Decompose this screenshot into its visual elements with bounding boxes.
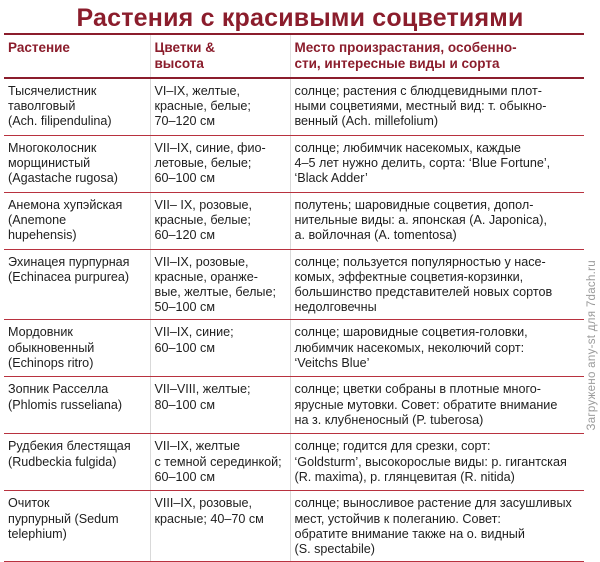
place-cell: полутень; шаровидные соцветия, допол- нительные виды: а. японская (A. Japonica), а. войлочная (A. tomentosa)	[290, 192, 584, 249]
plant-name: Очиток пурпурный (Sedum telephium)	[8, 496, 119, 541]
flowers-cell: VII–IX, желтые с темной серединкой; 60–100 см	[150, 434, 290, 491]
place-cell: солнце; любимчик насекомых, каждые 4–5 лет нужно делить, сорта: ‘Blue Fortune’, ‘Black Adder’	[290, 135, 584, 192]
plant-latin: (Agastache rugosa)	[8, 170, 118, 185]
flowers-cell: VII–IX, синие; 60–100 см	[150, 320, 290, 377]
plant-cell	[4, 377, 150, 434]
flowers-cell: VII–VIII, желтые; 80–100 см	[150, 377, 290, 434]
plant-latin: (Echinacea purpurea)	[8, 269, 130, 284]
table-row	[4, 135, 584, 192]
plant-latin: (Phlomis russeliana)	[8, 397, 123, 412]
header-place: Место произрастания, особенно- сти, интересные виды и сорта	[290, 34, 584, 78]
place-cell: солнце; пользуется популярностью у насе- комых, эффектные соцветия-корзинки, большинство представителей новых сортов недолговечны	[290, 249, 584, 320]
plant-name: Многоколосник морщинистый	[8, 140, 97, 170]
table-row	[4, 78, 584, 135]
plant-name: Эхинацея пурпурная	[8, 254, 130, 269]
table-row	[4, 249, 584, 320]
plant-latin: (Rudbeckia fulgida)	[8, 454, 117, 469]
table-row	[4, 377, 584, 434]
place-cell: солнце; растения с блюдцевидными плот- ными соцветиями, местный вид: т. обыкно- венный (Ach. millefolium)	[290, 78, 584, 135]
plant-cell	[4, 135, 150, 192]
place-cell: солнце; годится для срезки, сорт: ‘Goldsturm’, высокорослые виды: р. гигантская (R. maxima), р. глянцевитая (R. nitida)	[290, 434, 584, 491]
page-title: Растения с красивыми соцветиями	[76, 4, 524, 32]
plant-cell	[4, 78, 150, 135]
place-cell: солнце; шаровидные соцветия-головки, любимчик насекомых, неколючий сорт: ‘Veitchs Blue’	[290, 320, 584, 377]
place-cell: солнце; выносливое растение для засушливых мест, устойчив к полеганию. Совет: обратите внимание также на о. видный (S. spectabile)	[290, 491, 584, 562]
plant-name: Анемона хупэйская	[8, 197, 123, 212]
table-header-row	[4, 34, 584, 78]
plants-table	[4, 33, 584, 562]
table-row	[4, 192, 584, 249]
plant-latin: (Anemone hupehensis)	[8, 212, 77, 242]
flowers-cell: VII–IX, синие, фио- летовые, белые; 60–100 см	[150, 135, 290, 192]
header-plant: Растение	[4, 34, 150, 78]
flowers-cell: VII– IX, розовые, красные, белые; 60–120 см	[150, 192, 290, 249]
plant-cell	[4, 192, 150, 249]
table-row	[4, 320, 584, 377]
watermark: Загружено any-st для 7dach.ru	[586, 260, 598, 431]
table-row	[4, 434, 584, 491]
plant-name: Зопник Расселла	[8, 382, 109, 397]
plant-cell	[4, 434, 150, 491]
flowers-cell: VII–IX, розовые, красные, оранже- вые, желтые, белые; 50–100 см	[150, 249, 290, 320]
plant-latin: (Echinops ritro)	[8, 355, 94, 370]
plant-name: Мордовник обыкновенный	[8, 325, 95, 355]
plant-cell	[4, 491, 150, 562]
table-row	[4, 491, 584, 562]
plant-latin: (Ach. filipendulina)	[8, 114, 112, 129]
flowers-cell: VI–IX, желтые, красные, белые; 70–120 см	[150, 78, 290, 135]
plant-name: Рудбекия блестящая	[8, 439, 131, 454]
place-cell: солнце; цветки собраны в плотные много- ярусные мутовки. Совет: обратите внимание на з. клубненосный (P. tuberosa)	[290, 377, 584, 434]
header-flowers: Цветки & высота	[150, 34, 290, 78]
plant-cell	[4, 249, 150, 320]
plant-name: Тысячелистник таволговый	[8, 84, 97, 114]
plant-cell	[4, 320, 150, 377]
flowers-cell: VIII–IX, розовые, красные; 40–70 см	[150, 491, 290, 562]
